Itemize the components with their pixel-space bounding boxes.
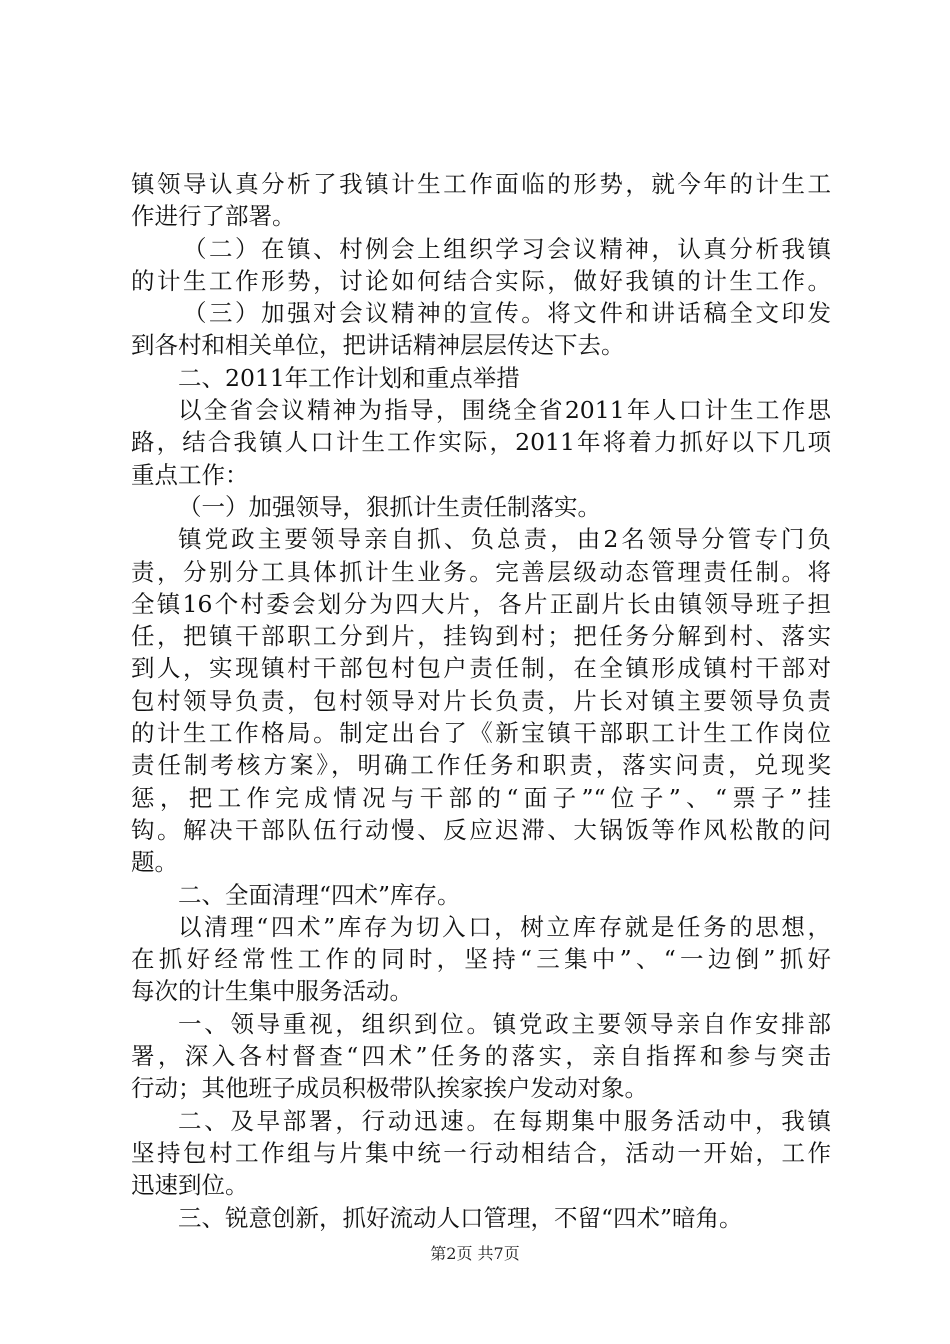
- text-line: 镇领导认真分析了我镇计生工作面临的形势，就今年的计生工: [131, 170, 831, 198]
- text-line: 到各村和相关单位，把讲话精神层层传达下去。: [131, 331, 625, 360]
- text-line: （三）加强对会议精神的宣传。将文件和讲话稿全文印发: [183, 299, 831, 328]
- text-line: 钩。解决干部队伍行动慢、反应迟滞、大锅饭等作风松散的问: [131, 815, 831, 844]
- text-line: 一、领导重视，组织到位。镇党政主要领导亲自作安排部: [178, 1009, 831, 1038]
- text-line: 镇党政主要领导亲自抓、负总责，由2名领导分管专门负: [178, 525, 831, 554]
- page-footer: 第2页 共7页: [430, 1244, 520, 1263]
- text-line: 重点工作：: [131, 460, 249, 489]
- text-line: 署，深入各村督查“四术”任务的落实，亲自指挥和参与突击: [131, 1042, 831, 1071]
- text-line: 坚持包村工作组与片集中统一行动相结合，活动一开始，工作: [131, 1138, 831, 1167]
- text-line: 惩，把工作完成情况与干部的“面子”“位子”、“票子”挂: [131, 783, 831, 812]
- text-line: 作进行了部署。: [131, 202, 296, 231]
- text-line: 路，结合我镇人口计生工作实际，2011年将着力抓好以下几项: [131, 428, 831, 457]
- text-line: 每次的计生集中服务活动。: [131, 977, 413, 1006]
- text-line: 的计生工作格局。制定出台了《新宝镇干部职工计生工作岗位: [131, 719, 831, 748]
- section-heading: 二、全面清理“四术”库存。: [178, 880, 461, 909]
- text-line: 迅速到位。: [131, 1171, 249, 1200]
- text-line: 包村领导负责，包村领导对片长负责，片长对镇主要领导负责: [131, 686, 831, 715]
- text-line: 到人，实现镇村干部包村包户责任制，在全镇形成镇村干部对: [131, 654, 831, 683]
- text-line: 二、及早部署，行动迅速。在每期集中服务活动中，我镇: [178, 1106, 831, 1135]
- text-line: 任，把镇干部职工分到片，挂钩到村；把任务分解到村、落实: [131, 622, 831, 651]
- text-line: 题。: [131, 848, 178, 877]
- text-line: （二）在镇、村例会上组织学习会议精神，认真分析我镇: [183, 234, 831, 263]
- body-text: [131, 168, 831, 1234]
- text-line: 责任制考核方案》，明确工作任务和职责，落实问责，兑现奖: [131, 751, 831, 780]
- text-line: 以清理“四术”库存为切入口，树立库存就是任务的思想，: [178, 912, 831, 941]
- text-line: 三、锐意创新，抓好流动人口管理，不留“四术”暗角。: [178, 1203, 743, 1232]
- text-line: 责，分别分工具体抓计生业务。完善层级动态管理责任制。将: [131, 557, 831, 586]
- text-line: 在抓好经常性工作的同时，坚持“三集中”、“一边倒”抓好: [131, 945, 831, 974]
- text-line: 以全省会议精神为指导，围绕全省2011年人口计生工作思: [178, 396, 831, 425]
- text-line: 全镇16个村委会划分为四大片，各片正副片长由镇领导班子担: [131, 589, 831, 618]
- text-line: 行动；其他班子成员积极带队挨家挨户发动对象。: [131, 1074, 648, 1103]
- section-heading: 二、2011年工作计划和重点举措: [178, 363, 520, 392]
- subsection-heading: （一）加强领导，狠抓计生责任制落实。: [178, 492, 601, 521]
- text-line: 的计生工作形势，讨论如何结合实际，做好我镇的计生工作。: [131, 266, 831, 295]
